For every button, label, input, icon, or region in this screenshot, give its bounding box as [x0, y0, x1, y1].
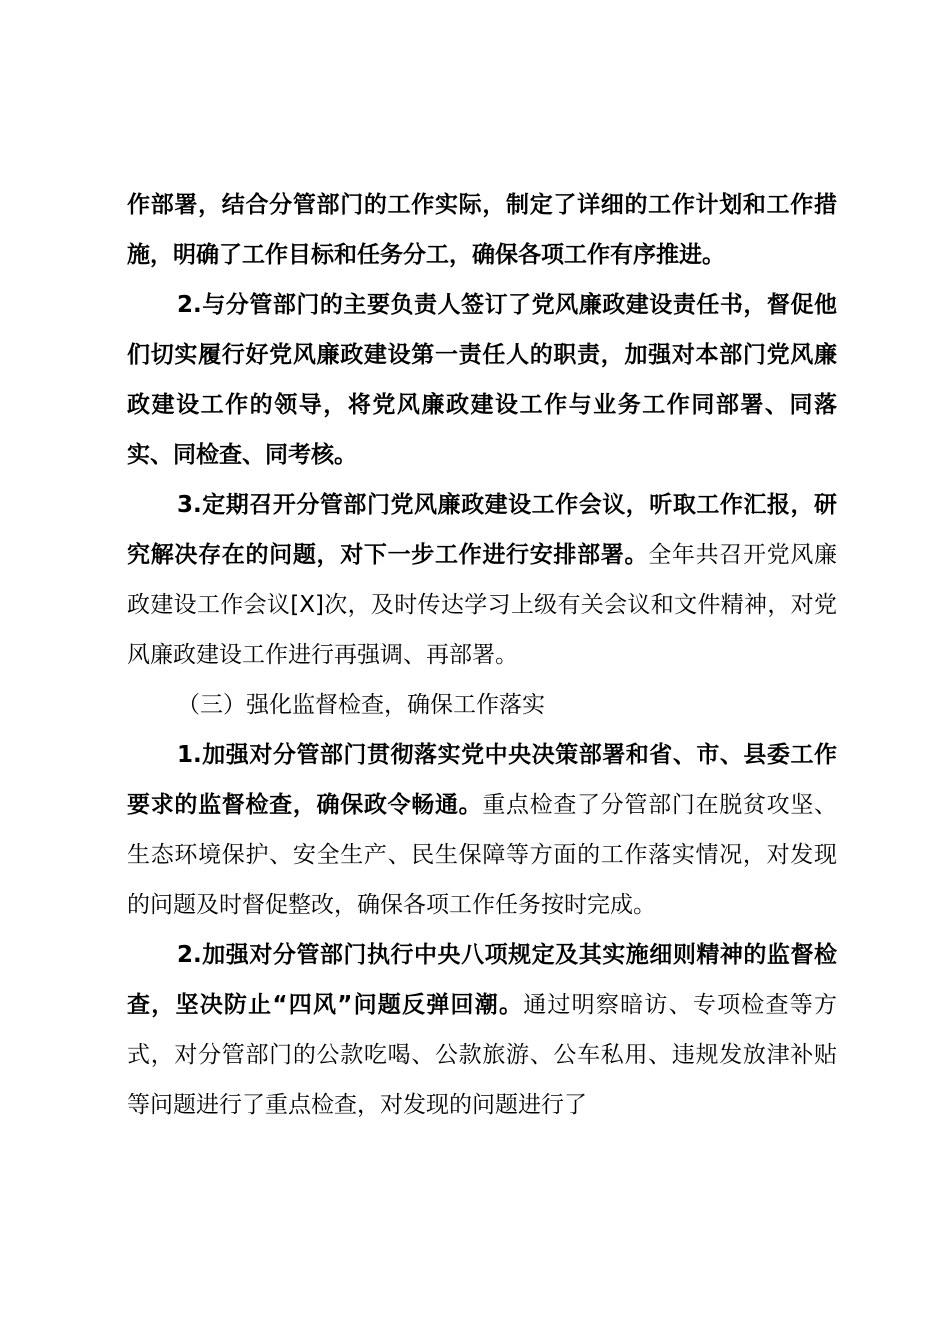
paragraph-item-2: [127, 280, 837, 480]
paragraph-bold-text: 3.定期召开分管部门党风廉政建设工作会议，听取工作汇报，研究解决存在的问题，对下一步工作进行安排部署。: [127, 492, 837, 568]
document-page: [127, 180, 837, 1130]
paragraph-item-2b: [127, 930, 837, 1130]
paragraph-bold-text: 2.加强对分管部门执行中央八项规定及其实施细则精神的监督检查，坚决防止“四风”问题反弹回潮。: [127, 942, 837, 1018]
paragraph-item-1: [127, 730, 837, 930]
paragraph-bold-text: 1.加强对分管部门贯彻落实党中央决策部署和省、市、县委工作要求的监督检查，确保政令畅通。: [127, 742, 837, 818]
paragraph-item-3: [127, 480, 837, 680]
paragraph-bold-text: 作部署，结合分管部门的工作实际，制定了详细的工作计划和工作措施，明确了工作目标和任务分工，确保各项工作有序推进。: [127, 192, 837, 268]
paragraph-bold-text: 2.与分管部门的主要负责人签订了党风廉政建设责任书，督促他们切实履行好党风廉政建设第一责任人的职责，加强对本部门党风廉政建设工作的领导，将党风廉政建设工作与业务工作同部署、同落实、同检查、同考核。: [127, 292, 837, 468]
paragraph-normal-text: 通过明察暗访、专项检查等方式，对分管部门的公款吃喝、公款旅游、公车私用、违规发放津补贴等问题进行了重点检查，对发现的问题进行了: [127, 992, 838, 1118]
section-heading: （三）强化监督检查，确保工作落实: [177, 692, 545, 718]
paragraph-continuation: [127, 180, 837, 280]
paragraph-normal-text: 全年共召开党风廉政建设工作会议[X]次，及时传达学习上级有关会议和文件精神，对党风廉政建设工作进行再强调、再部署。: [127, 542, 838, 668]
paragraph-normal-text: 重点检查了分管部门在脱贫攻坚、生态环境保护、安全生产、民生保障等方面的工作落实情况，对发现的问题及时督促整改，确保各项工作任务按时完成。: [127, 792, 838, 918]
